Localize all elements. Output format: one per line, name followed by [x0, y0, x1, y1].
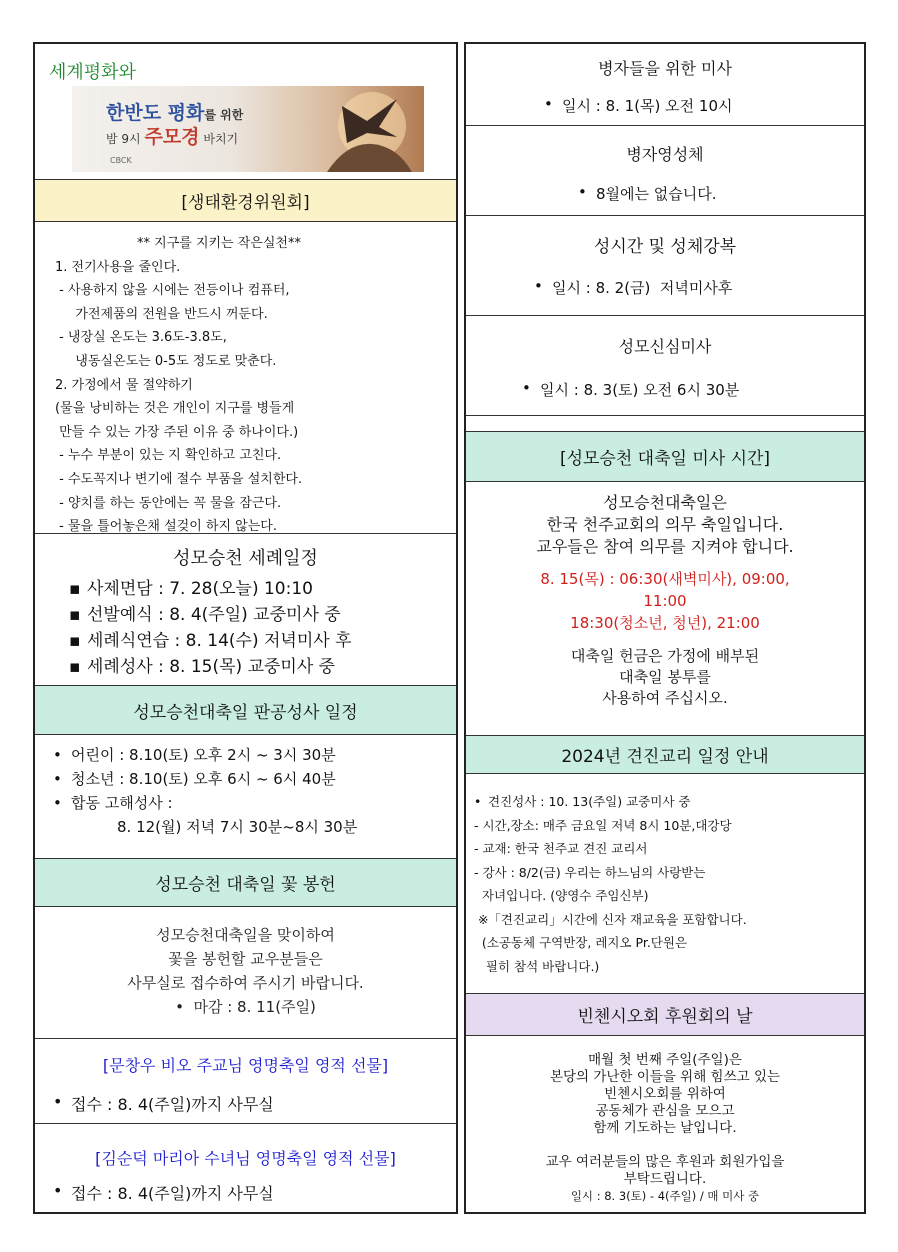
confirmation-line: 자녀입니다. (양영수 주임신부) [470, 888, 649, 903]
confirmation-line: - 시간,장소: 매주 금요일 저녁 8시 10분,대강당 [470, 817, 732, 833]
banner-text-2c: 바치기 [203, 132, 239, 146]
assumption-time: 8. 15(목) : 06:30(새벽미사), 09:00, [540, 570, 790, 588]
assumption-line: 성모승천대축일은 [603, 493, 727, 512]
confirmation-body [466, 774, 864, 994]
eco-line: 만들 수 있는 가장 주된 이유 중 하나이다.) [55, 424, 299, 440]
immaculate-section [466, 316, 864, 416]
vincent-date: 일시 : 8. 3(토) - 4(주일) / 매 미사 중 [570, 1189, 760, 1203]
holy-hour-item: • 일시 : 8. 2(금) 저녁미사후 [530, 277, 864, 298]
confirmation-line: • 견진성사 : 10. 13(주일) 교중미사 중 [470, 790, 864, 814]
banner-text-1b: 를 위한 [204, 108, 244, 122]
baptism-section [35, 534, 456, 686]
vincent-line: 공동체가 관심을 모으고 [595, 1103, 735, 1119]
assumption-offering: 대축일 헌금은 가정에 배부된 [570, 647, 760, 665]
banner-text-2b: 주모경 [144, 126, 200, 148]
baptism-item: ▪ 사제면담 : 7. 28(오늘) 10:10 [65, 576, 456, 602]
assumption-body [466, 482, 864, 736]
confession-item: • 합동 고해성사 : [49, 791, 456, 815]
vincent-header-text: 빈첸시오회 후원회의 날 [577, 1007, 753, 1027]
banner-text-2a: 밤 9시 [106, 132, 141, 146]
confession-header-text: 성모승천대축일 판공성사 일정 [133, 702, 358, 723]
flowers-deadline-text: 마감 : 8. 11(주일) [193, 998, 316, 1016]
gift2-item: • 접수 : 8. 4(주일)까지 사무실 [49, 1181, 456, 1204]
sick-mass-title: 병자들을 위한 미사 [598, 59, 732, 78]
vincent-line: 본당의 가난한 이들을 위해 힘쓰고 있는 [549, 1069, 781, 1085]
assumption-line: 교우들은 참여 의무를 지켜야 합니다. [536, 537, 794, 556]
peace-section [35, 44, 456, 180]
assumption-line: 한국 천주교회의 의무 축일입니다. [546, 515, 784, 534]
confirmation-line: 필히 참석 바랍니다.) [470, 958, 600, 974]
sick-comm-title: 병자영성체 [626, 145, 704, 164]
confirmation-line: (소공동체 구역반장, 레지오 Pr.단원은 [470, 935, 688, 950]
vincent-header [466, 994, 864, 1036]
confirmation-header [466, 736, 864, 774]
banner-text-1a: 한반도 평화 [106, 102, 205, 124]
flowers-header [35, 859, 456, 907]
gift2-section [35, 1124, 456, 1212]
cbck-logo: CBCK [110, 156, 132, 165]
gift1-item: • 접수 : 8. 4(주일)까지 사무실 [49, 1092, 456, 1115]
confirmation-line: - 교재: 한국 천주교 견진 교리서 [470, 841, 648, 856]
eco-header-text: [생태환경위원회] [181, 193, 310, 213]
confession-extra: 8. 12(월) 저녁 7시 30분~8시 30분 [117, 818, 358, 836]
flowers-line: 꽃을 봉헌할 교우분들은 [168, 950, 323, 968]
flowers-deadline: • 마감 : 8. 11(주일) [175, 998, 316, 1016]
sick-comm-section [466, 126, 864, 216]
eco-line: - 사용하지 않을 시에는 전등이나 컴퓨터, [55, 283, 290, 299]
vincent-line: 매월 첫 번째 주일(주일)은 [588, 1052, 742, 1068]
confession-header [35, 686, 456, 735]
confirmation-line: - 강사 : 8/2(금) 우리는 하느님의 사랑받는 [470, 864, 706, 880]
eco-line: 1. 전기사용을 줄인다. [55, 259, 181, 275]
eco-line: - 물을 틀어놓은채 설겆이 하지 않는다. [55, 519, 277, 535]
confession-item: • 청소년 : 8.10(토) 오후 6시 ~ 6시 40분 [49, 767, 456, 791]
immaculate-item: • 일시 : 8. 3(토) 오전 6시 30분 [518, 379, 864, 400]
assumption-time: 11:00 [643, 592, 687, 610]
eco-body [35, 222, 456, 534]
flowers-line: 성모승천대축일을 맞이하여 [156, 926, 335, 944]
spacer [466, 416, 864, 432]
gift1-title: [문창우 비오 주교님 영명축일 영적 선물] [102, 1056, 389, 1075]
gift1-section [35, 1039, 456, 1124]
eco-line: (물을 낭비하는 것은 개인이 지구를 병들게 [55, 401, 295, 417]
vincent-line: 교우 여러분들의 많은 후원과 회원가입을 [545, 1154, 785, 1170]
assumption-header [466, 432, 864, 482]
vincent-line: 빈첸시오회를 위하여 [604, 1086, 726, 1102]
right-column [464, 42, 866, 1214]
peace-title: 세계평화와 [49, 62, 136, 83]
vincent-line: 함께 기도하는 날입니다. [593, 1120, 737, 1136]
vincent-line: 부탁드립니다. [623, 1171, 707, 1187]
confirmation-line: ※「견진교리」시간에 신자 재교육을 포함합니다. [470, 911, 747, 927]
confirmation-header-text: 2024년 견진교리 일정 안내 [561, 747, 769, 767]
eco-line: 가전제품의 전원을 반드시 꺼둔다. [63, 306, 268, 322]
immaculate-title: 성모신심미사 [618, 337, 712, 356]
assumption-header-text: [성모승천 대축일 미사 시간] [559, 449, 771, 469]
eco-line: ** 지구를 지키는 작은실천** [137, 236, 301, 251]
baptism-title: 성모승천 세례일정 [173, 548, 318, 569]
eco-header [35, 180, 456, 222]
holy-hour-title: 성시간 및 성체강복 [593, 237, 737, 257]
flowers-line: 사무실로 접수하여 주시기 바랍니다. [127, 974, 364, 992]
assumption-time: 18:30(청소년, 청년), 21:00 [570, 614, 760, 632]
confession-body [35, 735, 456, 859]
holy-hour-section [466, 216, 864, 316]
vincent-line [466, 1137, 864, 1154]
sick-mass-item: • 일시 : 8. 1(목) 오전 10시 [540, 95, 864, 116]
flowers-body [35, 907, 456, 1039]
eco-line: 2. 가정에서 물 절약하기 [55, 377, 193, 393]
confession-item: • 어린이 : 8.10(토) 오후 2시 ~ 3시 30분 [49, 743, 456, 767]
eco-line: - 양치를 하는 동안에는 꼭 물을 잠근다. [55, 495, 282, 511]
vincent-body [466, 1036, 864, 1212]
assumption-offering: 사용하여 주십시오. [602, 689, 728, 707]
flowers-header-text: 성모승천 대축일 꽃 봉헌 [155, 875, 336, 895]
baptism-item: ▪ 선발예식 : 8. 4(주일) 교중미사 중 [65, 602, 456, 628]
eco-line: - 냉장실 온도는 3.6도-3.8도, [55, 330, 227, 346]
eco-line: - 누수 부분이 있는 지 확인하고 고친다. [55, 448, 282, 464]
sick-comm-item: • 8월에는 없습니다. [574, 183, 864, 204]
peace-banner-image [72, 86, 424, 172]
eco-line: 냉동실온도는 0-5도 정도로 맞춘다. [63, 353, 277, 369]
assumption-offering: 대축일 봉투를 [619, 668, 711, 686]
sick-mass-section [466, 44, 864, 126]
left-column [33, 42, 458, 1214]
baptism-item: ▪ 세례성사 : 8. 15(목) 교중미사 중 [65, 654, 456, 680]
baptism-item: ▪ 세례식연습 : 8. 14(수) 저녁미사 후 [65, 628, 456, 654]
eco-line: - 수도꼭지나 변기에 절수 부품을 설치한다. [55, 471, 303, 487]
gift2-title: [김순덕 마리아 수녀님 영명축일 영적 선물] [95, 1149, 396, 1168]
